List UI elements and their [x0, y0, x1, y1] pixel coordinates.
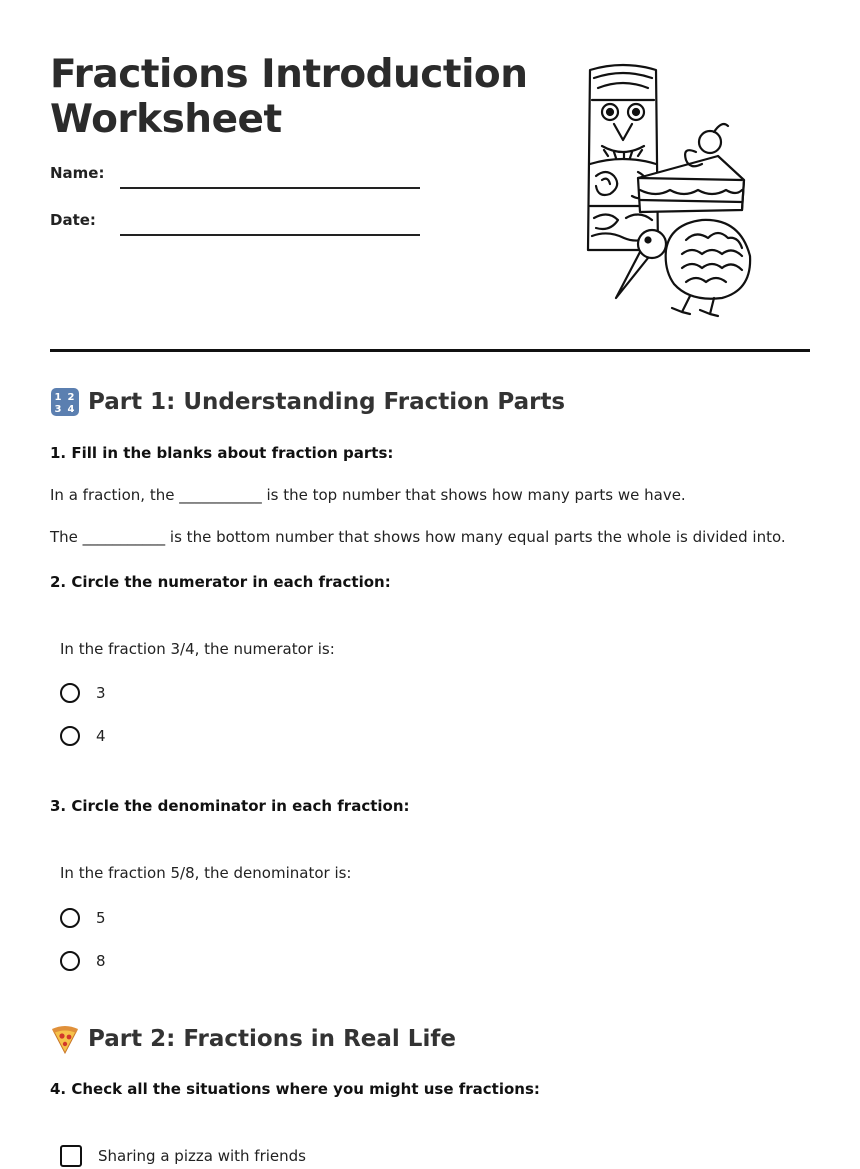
q1-title: 1. Fill in the blanks about fraction parts: — [50, 444, 394, 462]
q4-title: 4. Check all the situations where you might use fractions: — [50, 1080, 540, 1098]
q3-option-5[interactable] — [60, 905, 106, 931]
q3-prompt: In the fraction 5/8, the denominator is: — [60, 864, 352, 882]
header-divider — [50, 349, 810, 352]
q1-line1: In a fraction, the ___________ is the top number that shows how many parts we have. — [50, 486, 686, 504]
name-field[interactable] — [50, 160, 430, 190]
date-field[interactable] — [50, 207, 430, 237]
pizza-icon — [50, 1024, 80, 1054]
svg-text:2: 2 — [67, 392, 75, 403]
numbers-keycap-icon — [50, 387, 80, 417]
radio-button[interactable] — [60, 683, 80, 703]
q2-prompt: In the fraction 3/4, the numerator is: — [60, 640, 335, 658]
name-input-line[interactable] — [120, 187, 420, 189]
part2-heading — [50, 1023, 456, 1055]
worksheet-title: Fractions Introduction Worksheet — [50, 52, 528, 142]
part2-heading-text: Part 2: Fractions in Real Life — [88, 1026, 456, 1052]
checkbox[interactable] — [60, 1145, 82, 1167]
part1-heading-text: Part 1: Understanding Fraction Parts — [88, 389, 566, 415]
radio-button[interactable] — [60, 726, 80, 746]
date-label: Date: — [50, 211, 96, 229]
radio-button[interactable] — [60, 951, 80, 971]
q2-title: 2. Circle the numerator in each fraction: — [50, 573, 391, 591]
option-label: 4 — [96, 727, 106, 745]
part1-heading — [50, 386, 565, 418]
svg-text:3: 3 — [54, 404, 62, 415]
q1-line2: The ___________ is the bottom number that shows how many equal parts the whole is divided into. — [50, 528, 786, 546]
q2-option-4[interactable] — [60, 723, 106, 749]
q4-option-pizza[interactable] — [60, 1143, 306, 1169]
svg-text:4: 4 — [67, 404, 75, 415]
q2-option-3[interactable] — [60, 680, 106, 706]
date-input-line[interactable] — [120, 234, 420, 236]
option-label: 8 — [96, 952, 106, 970]
option-label: 5 — [96, 909, 106, 927]
totem-cake-kiwi-illustration — [578, 60, 758, 320]
q3-option-8[interactable] — [60, 948, 106, 974]
option-label: 3 — [96, 684, 106, 702]
radio-button[interactable] — [60, 908, 80, 928]
option-label: Sharing a pizza with friends — [98, 1147, 306, 1165]
svg-text:1: 1 — [54, 392, 62, 403]
q3-title: 3. Circle the denominator in each fraction: — [50, 797, 410, 815]
name-label: Name: — [50, 164, 105, 182]
